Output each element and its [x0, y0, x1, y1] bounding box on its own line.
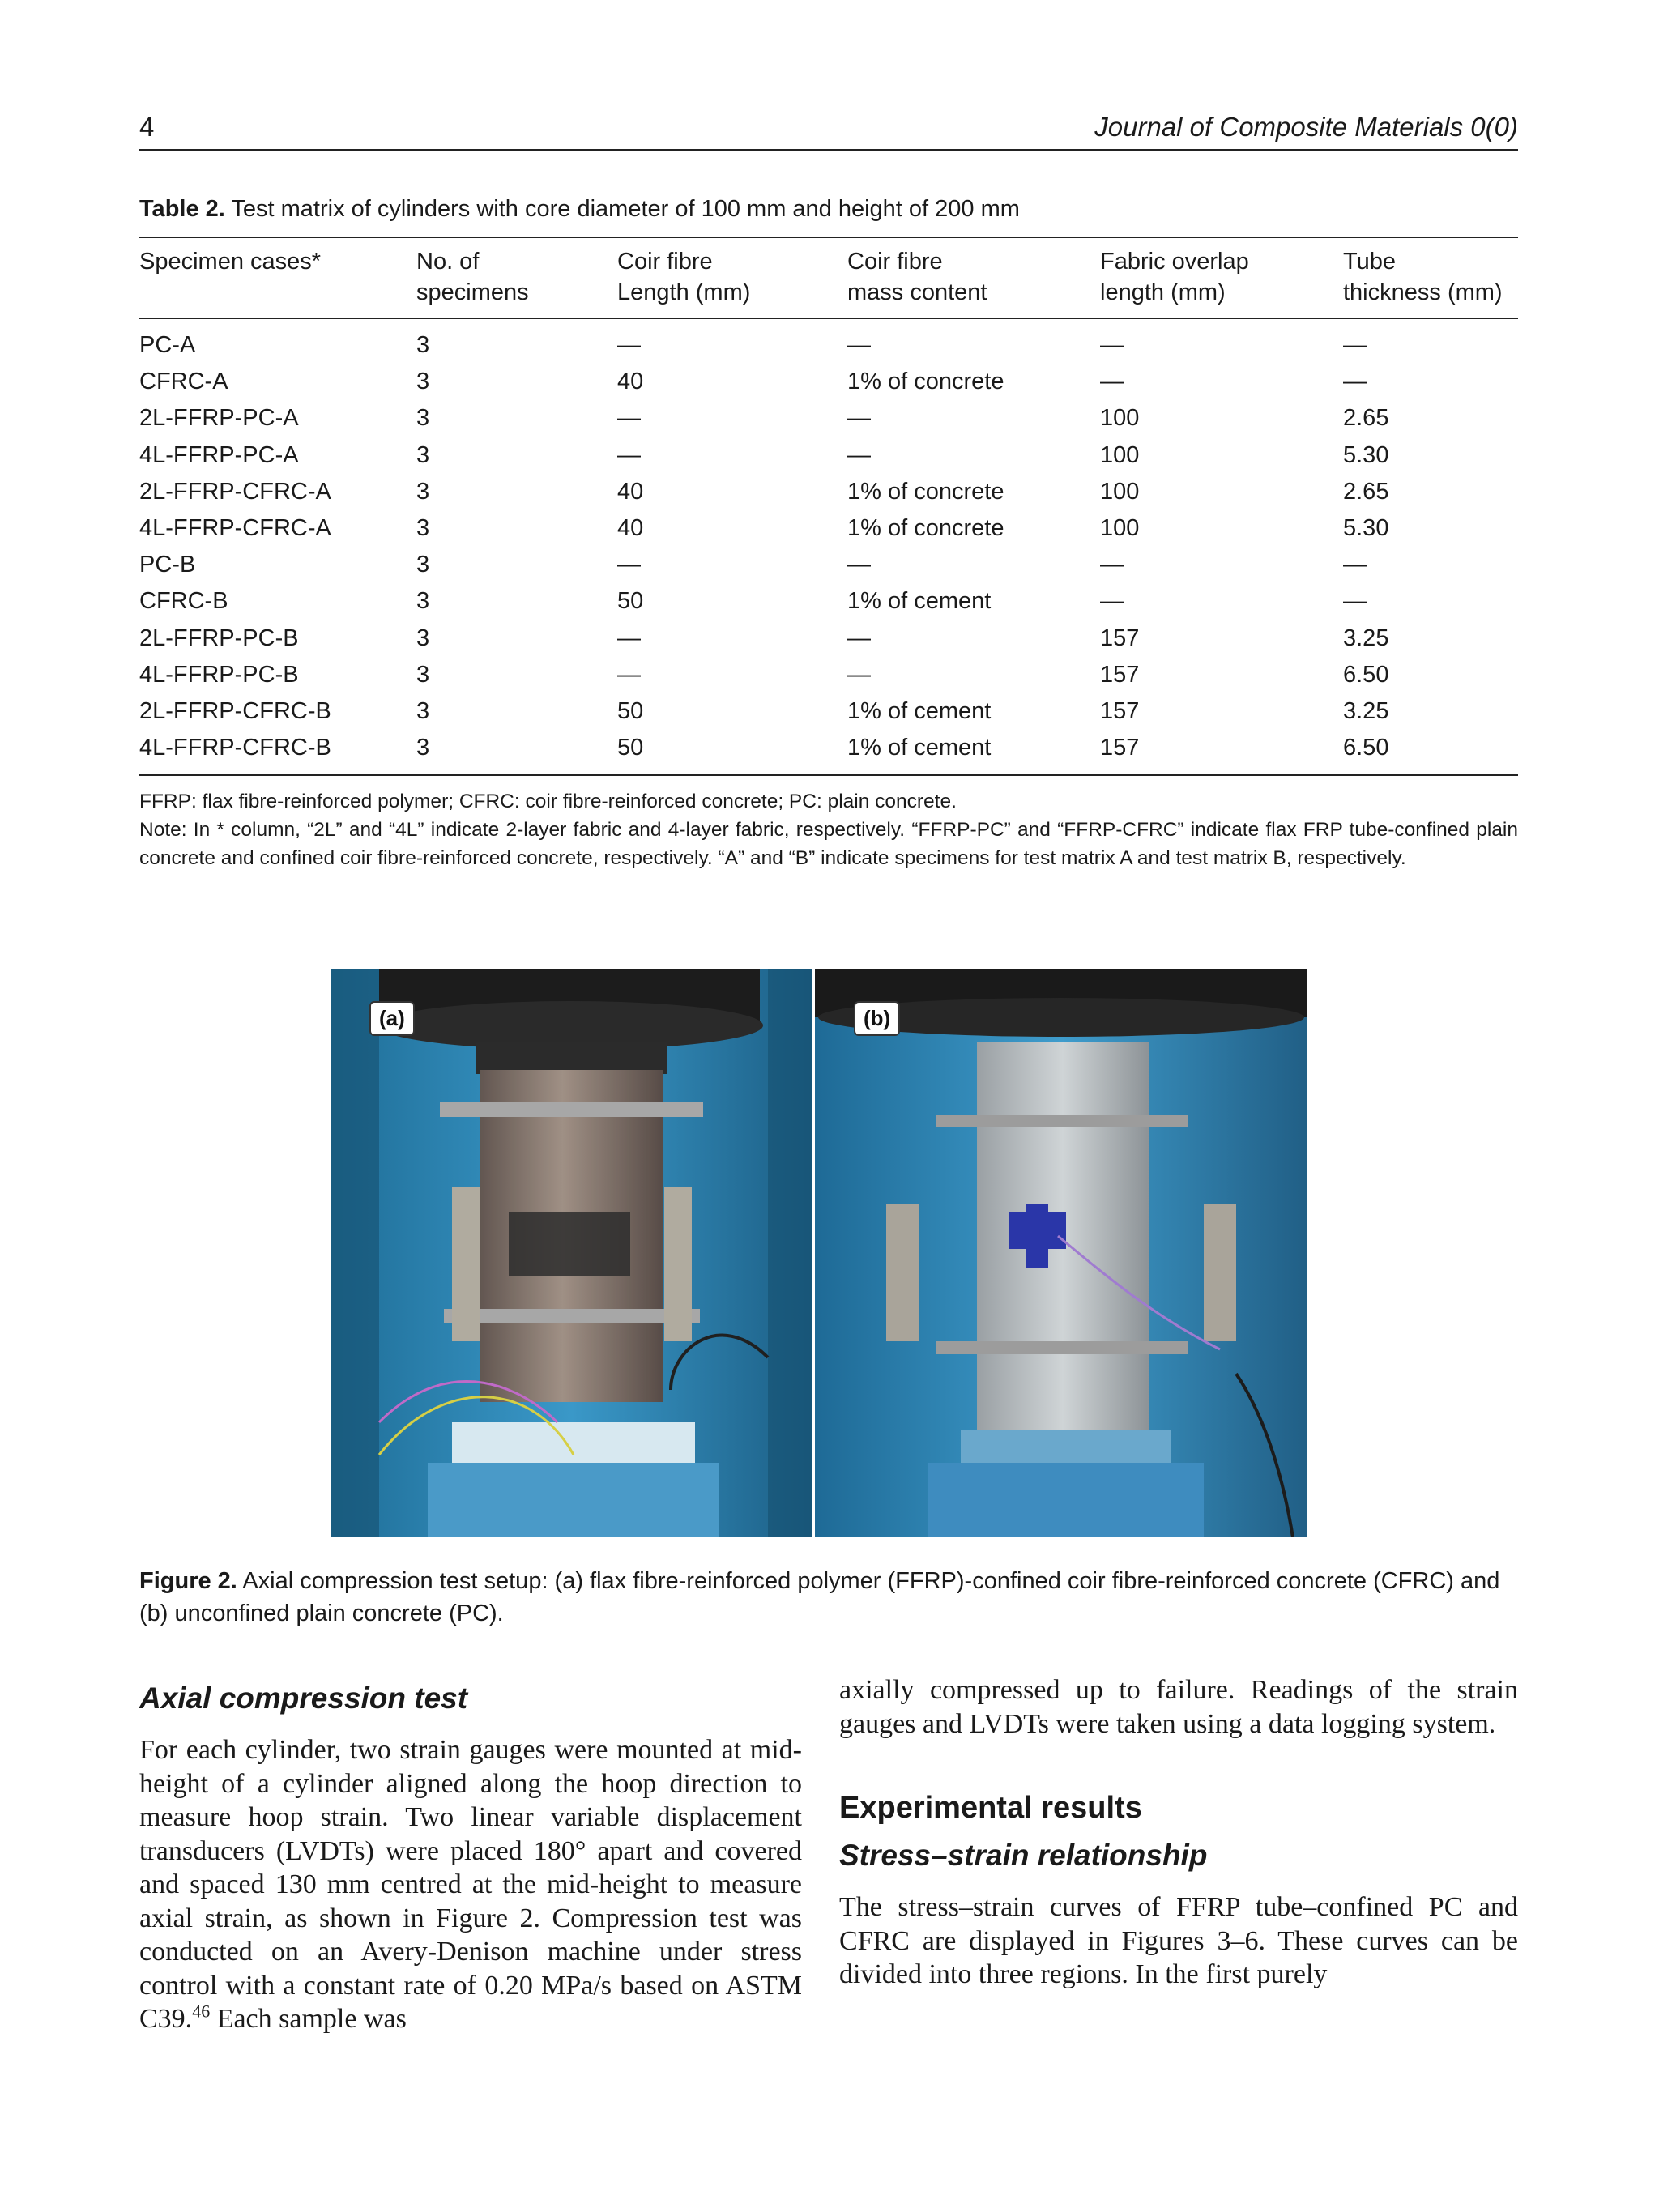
- cell-overlap: 100: [1100, 405, 1140, 432]
- stress-heading: Stress–strain relationship: [839, 1839, 1208, 1872]
- table-header: [139, 246, 1518, 311]
- results-heading: Experimental results: [839, 1791, 1142, 1825]
- cell-specimen: 2L-FFRP-PC-B: [139, 624, 299, 651]
- cell-overlap: —: [1100, 332, 1124, 358]
- cell-thickness: —: [1343, 332, 1367, 358]
- table-caption-text: Test matrix of cylinders with core diameter of 100 mm and height of 200 mm: [231, 196, 1020, 222]
- axial-text: For each cylinder, two strain gauges were mounted at mid-height of a cylinder aligned along the hoop direction to measure hoop strain. Two linear variable displacement transducers (LVDTs) were placed 180° apart and covered and spaced 130 mm centred at the mid-height to measure axial strain, as shown in Figure 2. Compression test was conducted on an Avery-Denison machine under stress control with a constant rate of 0.20 MPa/s based on ASTM C39.46 Each sample was: [139, 1735, 802, 2034]
- table-row: [139, 510, 1518, 547]
- cell-fibre-length: —: [617, 661, 641, 688]
- cell-count: 3: [416, 735, 430, 761]
- header-cell-count: No. of specimens: [416, 249, 529, 305]
- figure-caption: [139, 1565, 1518, 1630]
- cell-fibre-length: —: [617, 552, 641, 578]
- cell-count: 3: [416, 588, 430, 615]
- figure-panel-a: [331, 969, 812, 1537]
- cell-mass-content: 1% of cement: [847, 588, 992, 615]
- page-number: 4: [139, 112, 155, 142]
- cell-fibre-length: —: [617, 441, 641, 468]
- cell-fibre-length: 40: [617, 515, 644, 541]
- cell-mass-content: —: [847, 624, 871, 651]
- table-row: [139, 730, 1518, 766]
- cell-count: 3: [416, 624, 430, 651]
- continued-text: axially compressed up to failure. Readings of the strain gauges and LVDTs were taken using a data logging system.: [839, 1675, 1518, 1739]
- header-cell-mass-content: Coir fibre mass content: [847, 249, 987, 305]
- cell-overlap: 100: [1100, 515, 1140, 541]
- cell-count: 3: [416, 515, 430, 541]
- cell-thickness: 5.30: [1343, 441, 1389, 468]
- cell-fibre-length: —: [617, 624, 641, 651]
- cell-overlap: 157: [1100, 624, 1140, 651]
- cell-thickness: 5.30: [1343, 515, 1389, 541]
- cell-specimen: 2L-FFRP-CFRC-A: [139, 478, 331, 505]
- cell-fibre-length: 50: [617, 735, 644, 761]
- cell-specimen: PC-B: [139, 552, 196, 578]
- cell-mass-content: —: [847, 441, 871, 468]
- cell-count: 3: [416, 332, 430, 358]
- cell-fibre-length: 40: [617, 369, 644, 395]
- table-row: [139, 547, 1518, 583]
- cell-thickness: 2.65: [1343, 478, 1389, 505]
- table-bottom-rule: [139, 774, 1518, 776]
- header-cell-overlap: Fabric overlap length (mm): [1100, 249, 1249, 305]
- cell-fibre-length: 50: [617, 588, 644, 615]
- table-top-rule: [139, 237, 1518, 238]
- cell-fibre-length: —: [617, 332, 641, 358]
- table-label: Table 2.: [139, 196, 225, 222]
- table-header-rule: [139, 318, 1518, 319]
- table-row: [139, 400, 1518, 437]
- cell-mass-content: —: [847, 661, 871, 688]
- table-caption: [139, 196, 1020, 223]
- table-row: [139, 620, 1518, 657]
- cell-thickness: —: [1343, 369, 1367, 395]
- table-abbreviations: FFRP: flax fibre-reinforced polymer; CFRC: coir fibre-reinforced concrete; PC: plain concrete.: [139, 791, 957, 812]
- cell-count: 3: [416, 441, 430, 468]
- cell-mass-content: 1% of concrete: [847, 478, 1004, 505]
- cell-specimen: 4L-FFRP-CFRC-B: [139, 735, 331, 761]
- cell-count: 3: [416, 552, 430, 578]
- cell-specimen: 2L-FFRP-CFRC-B: [139, 698, 331, 724]
- cell-overlap: 157: [1100, 661, 1140, 688]
- cell-count: 3: [416, 661, 430, 688]
- figure-caption-text: Axial compression test setup: (a) flax fibre-reinforced polymer (FFRP)-confined coir fibre-reinforced concrete (CFRC) and (b) unconfined plain concrete (PC).: [139, 1568, 1500, 1626]
- cell-count: 3: [416, 369, 430, 395]
- cell-fibre-length: 40: [617, 478, 644, 505]
- cell-overlap: —: [1100, 369, 1124, 395]
- cell-thickness: 3.25: [1343, 624, 1389, 651]
- cell-mass-content: —: [847, 552, 871, 578]
- data-table: [139, 246, 1518, 761]
- cell-mass-content: —: [847, 332, 871, 358]
- reference-46: 46: [192, 2001, 211, 2022]
- cell-mass-content: 1% of concrete: [847, 515, 1004, 541]
- cell-mass-content: 1% of cement: [847, 698, 992, 724]
- cell-overlap: —: [1100, 588, 1124, 615]
- cell-overlap: 157: [1100, 735, 1140, 761]
- cell-count: 3: [416, 405, 430, 432]
- cell-thickness: 3.25: [1343, 698, 1389, 724]
- cell-thickness: 2.65: [1343, 405, 1389, 432]
- table-row: [139, 693, 1518, 730]
- cell-specimen: 4L-FFRP-PC-A: [139, 441, 299, 468]
- cell-specimen: CFRC-B: [139, 588, 228, 615]
- right-column: [839, 1673, 1518, 1992]
- cell-specimen: 4L-FFRP-CFRC-A: [139, 515, 331, 541]
- cell-thickness: 6.50: [1343, 661, 1389, 688]
- cell-overlap: 157: [1100, 698, 1140, 724]
- panel-b-label: (b): [854, 1001, 900, 1036]
- cell-thickness: —: [1343, 552, 1367, 578]
- cell-specimen: PC-A: [139, 332, 196, 358]
- cell-thickness: 6.50: [1343, 735, 1389, 761]
- figure-panel-b: [815, 969, 1307, 1537]
- cell-fibre-length: 50: [617, 698, 644, 724]
- cell-overlap: 100: [1100, 478, 1140, 505]
- cell-mass-content: 1% of concrete: [847, 369, 1004, 395]
- table-row: [139, 437, 1518, 474]
- left-column: [139, 1681, 802, 2036]
- table-note: Note: In * column, “2L” and “4L” indicate 2-layer fabric and 4-layer fabric, respectively. “FFRP-PC” and “FFRP-CFRC” indicate flax FRP tube-confined plain concrete and confined coir fibre-reinforced concrete, respectively. “A” and “B” indicate specimens for test matrix A and test matrix B, respectively.: [139, 819, 1518, 869]
- running-head: Journal of Composite Materials 0(0): [1094, 112, 1518, 142]
- cell-overlap: 100: [1100, 441, 1140, 468]
- header-cell-specimen: Specimen cases*: [139, 249, 322, 275]
- panel-a-photo: [331, 969, 812, 1537]
- table-row: [139, 474, 1518, 510]
- header-cell-fibre-length: Coir fibre Length (mm): [617, 249, 751, 305]
- cell-count: 3: [416, 698, 430, 724]
- table-row: [139, 583, 1518, 620]
- table-row: [139, 657, 1518, 693]
- table-row: [139, 364, 1518, 400]
- cell-thickness: —: [1343, 588, 1367, 615]
- figure-label: Figure 2.: [139, 1568, 237, 1594]
- stress-text: The stress–strain curves of FFRP tube–confined PC and CFRC are displayed in Figures 3–6. These curves can be divided into three regions. In the first purely: [839, 1892, 1518, 1989]
- figure: [331, 969, 1307, 1537]
- cell-overlap: —: [1100, 552, 1124, 578]
- cell-mass-content: 1% of cement: [847, 735, 992, 761]
- axial-heading: Axial compression test: [139, 1681, 468, 1715]
- panel-a-label: (a): [369, 1001, 415, 1036]
- cell-mass-content: —: [847, 405, 871, 432]
- cell-specimen: CFRC-A: [139, 369, 228, 395]
- panel-b-photo: [815, 969, 1307, 1537]
- header-rule: [139, 149, 1518, 151]
- cell-specimen: 4L-FFRP-PC-B: [139, 661, 299, 688]
- cell-count: 3: [416, 478, 430, 505]
- table-row: [139, 327, 1518, 364]
- cell-specimen: 2L-FFRP-PC-A: [139, 405, 299, 432]
- header-cell-thickness: Tube thickness (mm): [1343, 249, 1503, 305]
- cell-fibre-length: —: [617, 405, 641, 432]
